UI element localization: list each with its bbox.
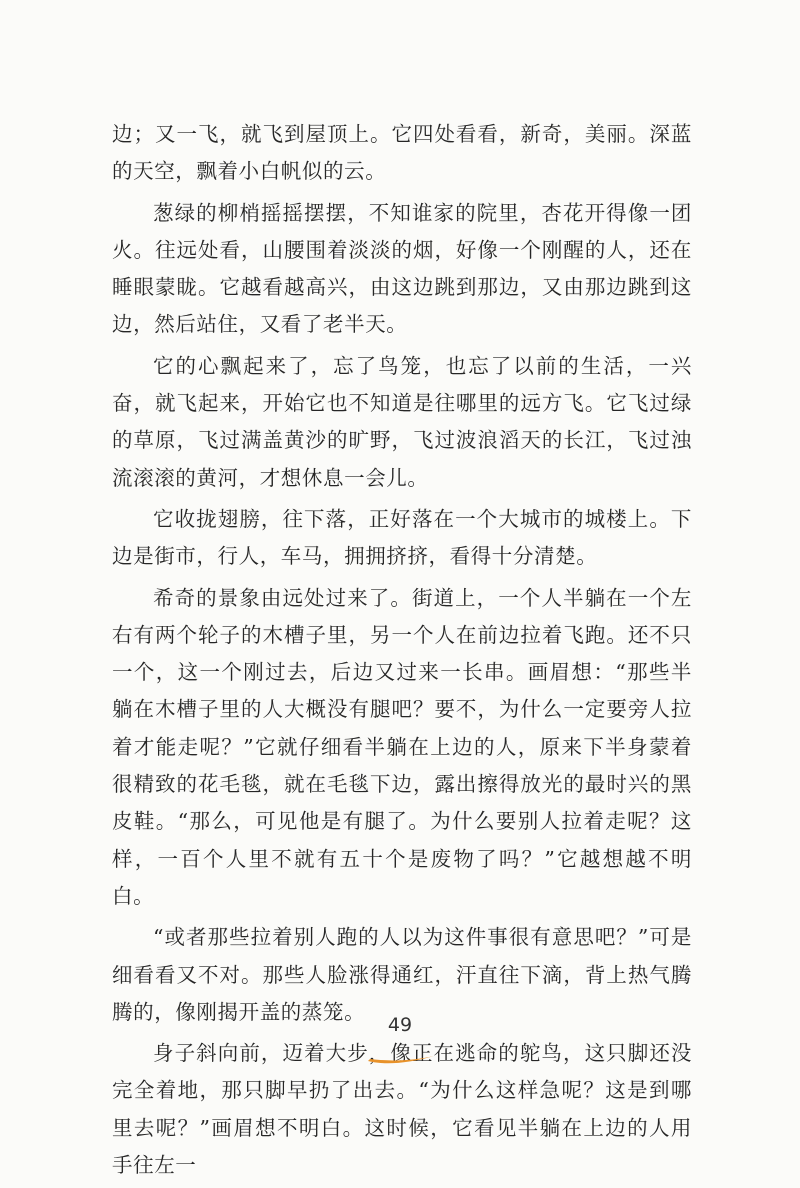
page-number-swash-icon: [366, 1052, 436, 1066]
paragraph: 它收拢翅膀，往下落，正好落在一个大城市的城楼上。下边是街市，行人，车马，拥拥挤挤，看得十分清楚。: [112, 506, 692, 569]
paragraph: 它的心飘起来了，忘了鸟笼，也忘了以前的生活，一兴奋，就飞起来，开始它也不知道是往哪里的远方飞。它飞过绿的草原，飞过满盖黄沙的旷野，飞过波浪滔天的长江，飞过浊流滚滚的黄河，才想休息一会儿。: [112, 353, 692, 490]
paragraph-continued: 边；又一飞，就飞到屋顶上。它四处看看，新奇，美丽。深蓝的天空，飘着小白帆似的云。: [112, 122, 692, 184]
paragraph: 身子斜向前，迈着大步，像正在逃命的鸵鸟，这只脚还没完全着地，那只脚早扔了出去。“为什么这样急呢？这是到哪里去呢？”画眉想不明白。这时候，它看见半躺在上边的人用手往左一: [112, 1041, 692, 1178]
paragraph: “或者那些拉着别人跑的人以为这件事很有意思吧？”可是细看看又不对。那些人脸涨得通红，汗直往下滴，背上热气腾腾的，像刚揭开盖的蒸笼。: [112, 925, 692, 1024]
paragraph: 葱绿的柳梢摇摇摆摆，不知谁家的院里，杏花开得像一团火。往远处看，山腰围着淡淡的烟，好像一个刚醒的人，还在睡眼蒙眬。它越看越高兴，由这边跳到那边，又由那边跳到这边，然后站住，又看了老半天。: [112, 200, 692, 337]
page-number: 49: [387, 1014, 413, 1036]
paragraph: 希奇的景象由远处过来了。街道上，一个人半躺在一个左右有两个轮子的木槽子里，另一个人在前边拉着飞跑。还不只一个，这一个刚过去，后边又过来一长串。画眉想：“那些半躺在木槽子里的人大概没有腿吧？要不，为什么一定要旁人拉着才能走呢？”它就仔细看半躺在上边的人，原来下半身蒙着很精致的花毛毯，就在毛毯下边，露出擦得放光的最时兴的黑皮鞋。“那么，可见他是有腿了。为什么要别人拉着走呢？这样，一百个人里不就有五十个是废物了吗？”它越想越不明白。: [112, 585, 692, 908]
